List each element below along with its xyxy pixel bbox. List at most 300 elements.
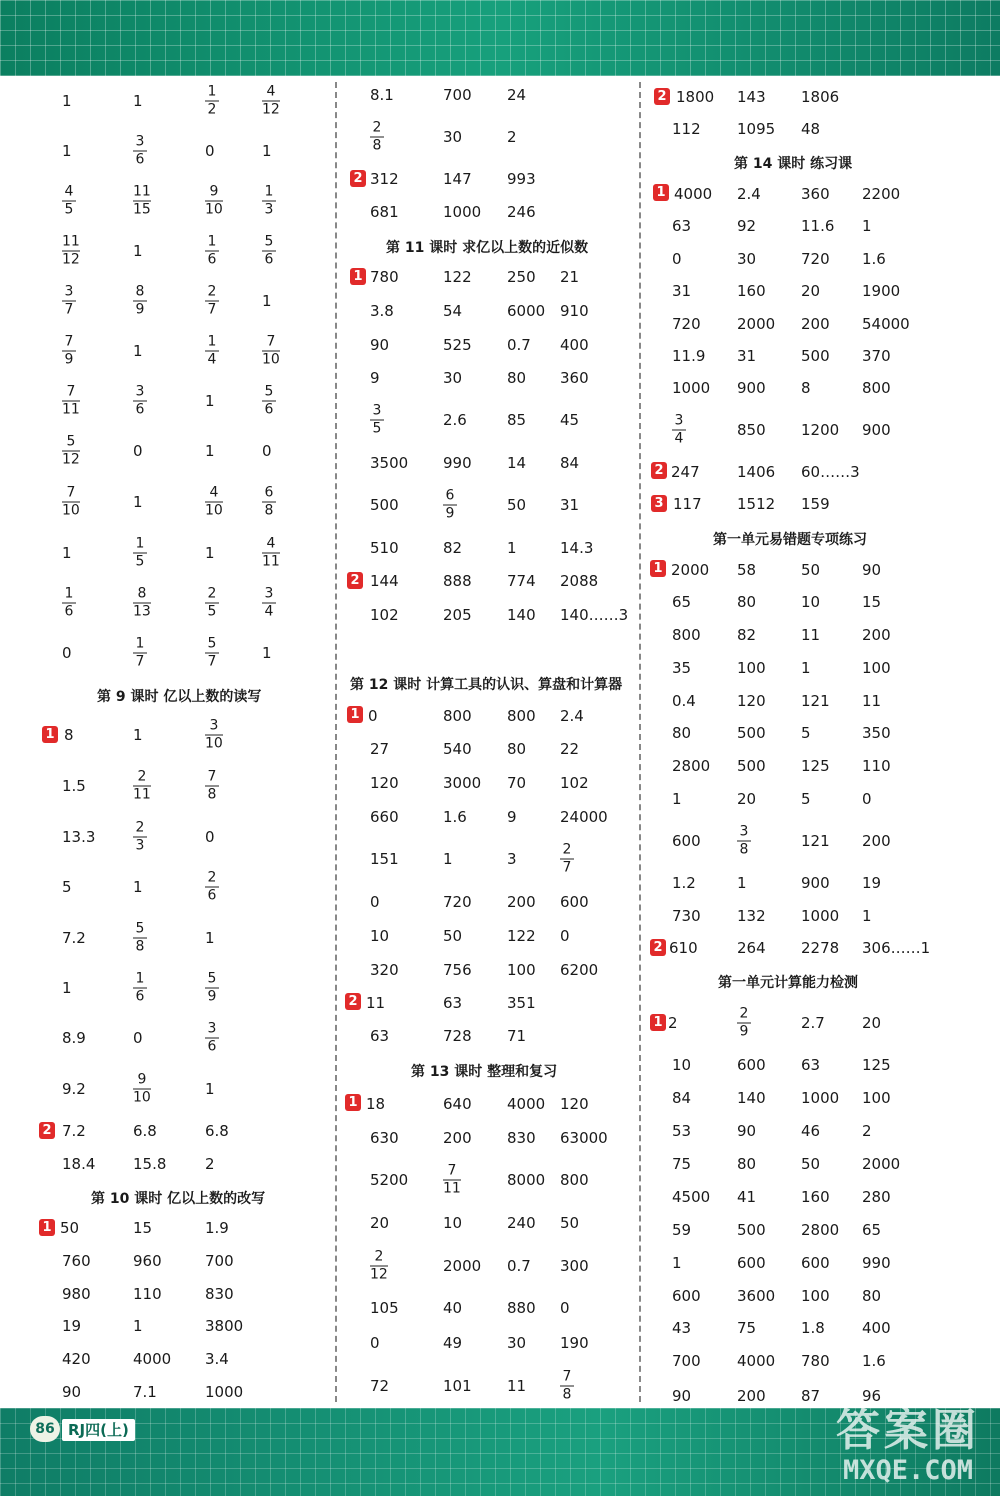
answer-value: 82 (443, 539, 463, 557)
question-badge: 1 (653, 184, 669, 201)
answer-value: 610 (669, 939, 698, 957)
answer-value: 101 (443, 1377, 472, 1395)
answer-value: 140 (507, 606, 536, 624)
answer-value: 8 (64, 726, 74, 744)
numerator: 3 (135, 383, 145, 400)
answer-value: 0 (560, 927, 570, 945)
answer-value: 6.8 (205, 1122, 229, 1140)
denominator: 4 (674, 430, 684, 447)
fraction (737, 1007, 751, 1040)
answer-value: 54000 (862, 315, 910, 333)
fraction (133, 821, 147, 854)
answer-value: 11 (507, 1377, 527, 1395)
answer-value: 1.2 (672, 874, 696, 892)
numerator: 2 (137, 768, 147, 785)
answer-value: 90 (672, 1387, 692, 1405)
question-badge: 1 (347, 706, 363, 723)
answer-value: 0 (862, 790, 872, 808)
answer-value: 102 (560, 774, 589, 792)
answer-value: 120 (370, 774, 399, 792)
answer-value: 350 (862, 724, 891, 742)
answer-value: 660 (370, 808, 399, 826)
fraction (205, 587, 219, 620)
answer-value: 3.8 (370, 302, 394, 320)
numerator: 1 (64, 585, 74, 602)
answer-value: 125 (801, 757, 830, 775)
answer-value: 540 (443, 740, 472, 758)
answer-value: 87 (801, 1387, 821, 1405)
answer-value: 730 (672, 907, 701, 925)
answer-value: 1.5 (62, 777, 86, 795)
denominator: 6 (135, 151, 145, 168)
fraction (205, 637, 219, 670)
answer-value: 2.4 (560, 707, 584, 725)
fraction (133, 1073, 151, 1106)
answer-value: 15.8 (133, 1155, 167, 1173)
answer-value: 2800 (672, 757, 711, 775)
numerator: 3 (674, 412, 684, 429)
denominator: 9 (739, 1023, 749, 1040)
answer-value: 1 (133, 493, 143, 511)
question-badge: 1 (42, 726, 58, 743)
denominator: 6 (135, 401, 145, 418)
numerator: 7 (66, 484, 76, 501)
answer-value: 11.9 (672, 347, 706, 365)
answer-value: 800 (507, 707, 536, 725)
fraction (62, 235, 80, 268)
answer-value: 0.7 (507, 1257, 531, 1275)
answer-value: 11 (862, 692, 882, 710)
numerator: 5 (207, 970, 217, 987)
answer-value: 160 (801, 1188, 830, 1206)
answer-value: 49 (443, 1334, 463, 1352)
answer-value: 640 (443, 1095, 472, 1113)
answer-value: 7.1 (133, 1383, 157, 1401)
denominator: 11 (443, 1180, 461, 1197)
answer-value: 2000 (671, 561, 710, 579)
numerator: 3 (739, 823, 749, 840)
fraction (262, 335, 280, 368)
answer-value: 360 (560, 369, 589, 387)
denominator: 5 (372, 420, 382, 437)
answer-value: 84 (672, 1089, 692, 1107)
denominator: 11 (133, 786, 151, 803)
denominator: 4 (264, 603, 274, 620)
answer-value: 2088 (560, 572, 599, 590)
denominator: 6 (64, 603, 74, 620)
denominator: 9 (207, 988, 217, 1005)
denominator: 7 (562, 859, 572, 876)
answer-value: 31 (737, 347, 757, 365)
denominator: 5 (135, 553, 145, 570)
answer-value: 1 (862, 217, 872, 235)
numerator: 3 (64, 283, 74, 300)
numerator: 4 (266, 83, 276, 100)
answer-value: 600 (737, 1254, 766, 1272)
section-heading: 第一单元易错题专项练习 (713, 532, 867, 548)
answer-value: 11 (366, 994, 386, 1012)
denominator: 12 (370, 1266, 388, 1283)
section-heading: 第 12 课时 计算工具的认识、算盘和计算器 (350, 677, 623, 693)
answer-value: 160 (737, 282, 766, 300)
fraction (205, 335, 219, 368)
answer-value: 40 (443, 1299, 463, 1317)
answer-value: 2200 (862, 185, 901, 203)
numerator: 7 (266, 333, 276, 350)
answer-value: 1 (672, 1254, 682, 1272)
answer-value: 30 (737, 250, 757, 268)
fraction (262, 235, 276, 268)
answer-value: 5 (801, 724, 811, 742)
numerator: 11 (62, 233, 80, 250)
numerator: 11 (133, 183, 151, 200)
fraction (205, 972, 219, 1005)
answer-value: 4000 (674, 185, 713, 203)
fraction (133, 537, 147, 570)
numerator: 7 (64, 333, 74, 350)
fraction (262, 185, 276, 218)
numerator: 1 (207, 333, 217, 350)
answer-value: 1.6 (443, 808, 467, 826)
answer-value: 264 (737, 939, 766, 957)
answer-value: 728 (443, 1027, 472, 1045)
answer-value: 700 (205, 1252, 234, 1270)
numerator: 2 (562, 841, 572, 858)
question-badge: 2 (39, 1122, 55, 1139)
answer-value: 0 (560, 1299, 570, 1317)
answer-value: 72 (370, 1377, 390, 1395)
answer-value: 800 (443, 707, 472, 725)
question-badge: 2 (650, 939, 666, 956)
answer-value: 80 (737, 593, 757, 611)
answer-value: 50 (60, 1219, 80, 1237)
answer-value: 5 (801, 790, 811, 808)
question-badge: 2 (350, 170, 366, 187)
answer-value: 11 (801, 626, 821, 644)
answer-value: 100 (862, 659, 891, 677)
answer-value: 250 (507, 268, 536, 286)
answer-value: 121 (801, 692, 830, 710)
answer-value: 780 (801, 1352, 830, 1370)
answer-value: 21 (560, 268, 580, 286)
answer-value: 96 (862, 1387, 882, 1405)
answer-value: 120 (737, 692, 766, 710)
numerator: 8 (135, 283, 145, 300)
answer-value: 46 (801, 1122, 821, 1140)
answer-value: 80 (507, 369, 527, 387)
fraction (672, 414, 686, 447)
answer-value: 1 (443, 850, 453, 868)
answer-value: 9.2 (62, 1080, 86, 1098)
answer-value: 27 (370, 740, 390, 758)
answer-value: 0 (262, 442, 272, 460)
answer-value: 400 (560, 336, 589, 354)
denominator: 10 (133, 1089, 151, 1106)
answer-value: 0 (672, 250, 682, 268)
numerator: 1 (135, 635, 145, 652)
answer-value: 3.4 (205, 1350, 229, 1368)
answer-value: 159 (801, 495, 830, 513)
numerator: 7 (447, 1162, 457, 1179)
answer-value: 800 (672, 626, 701, 644)
numerator: 9 (137, 1071, 147, 1088)
denominator: 8 (207, 786, 217, 803)
answer-value: 144 (370, 572, 399, 590)
numerator: 2 (739, 1005, 749, 1022)
answer-value: 80 (737, 1155, 757, 1173)
answer-value: 500 (737, 757, 766, 775)
answer-value: 600 (560, 893, 589, 911)
answer-value: 1 (205, 929, 215, 947)
answer-value: 4000 (133, 1350, 172, 1368)
watermark-logo (836, 1406, 980, 1486)
numerator: 2 (207, 585, 217, 602)
answer-value: 700 (443, 86, 472, 104)
answer-value: 200 (443, 1129, 472, 1147)
section-heading: 第 10 课时 亿以上数的改写 (91, 1191, 266, 1207)
answer-value: 20 (801, 282, 821, 300)
answer-value: 1 (672, 790, 682, 808)
fraction (133, 285, 147, 318)
question-badge: 2 (345, 993, 361, 1010)
denominator: 7 (207, 301, 217, 318)
answer-value: 960 (133, 1252, 162, 1270)
answer-value: 0 (133, 442, 143, 460)
answer-value: 3000 (443, 774, 482, 792)
numerator: 1 (135, 535, 145, 552)
denominator: 10 (262, 351, 280, 368)
answer-value: 92 (737, 217, 757, 235)
numerator: 3 (207, 1020, 217, 1037)
fraction (205, 871, 219, 904)
answer-value: 1 (507, 539, 517, 557)
answer-value: 0 (62, 644, 72, 662)
fraction (262, 537, 280, 570)
fraction (133, 385, 147, 418)
answer-value: 205 (443, 606, 472, 624)
answer-value: 351 (507, 994, 536, 1012)
answer-value: 1 (205, 544, 215, 562)
answer-value: 247 (671, 463, 700, 481)
answer-value: 1 (862, 907, 872, 925)
answer-value: 1806 (801, 88, 840, 106)
denominator: 6 (207, 1038, 217, 1055)
answer-value: 63 (443, 994, 463, 1012)
question-badge: 1 (650, 560, 666, 577)
answer-value: 121 (801, 832, 830, 850)
answer-value: 19 (62, 1317, 82, 1335)
numerator: 1 (207, 233, 217, 250)
numerator: 7 (66, 383, 76, 400)
fraction (62, 435, 80, 468)
answer-value: 720 (801, 250, 830, 268)
fraction (62, 486, 80, 519)
answer-value: 312 (370, 170, 399, 188)
answer-value: 1 (133, 726, 143, 744)
answer-value: 1095 (737, 120, 776, 138)
answer-value: 1200 (801, 421, 840, 439)
answer-value: 58 (737, 561, 757, 579)
answer-value: 990 (443, 454, 472, 472)
answer-value: 90 (370, 336, 390, 354)
answer-value: 90 (62, 1383, 82, 1401)
answer-value: 760 (62, 1252, 91, 1270)
denominator: 10 (205, 735, 223, 752)
answer-value: 143 (737, 88, 766, 106)
answer-value: 400 (862, 1319, 891, 1337)
answer-value: 63 (672, 217, 692, 235)
numerator: 2 (372, 119, 382, 136)
answer-value: 1900 (862, 282, 901, 300)
answer-value: 200 (801, 315, 830, 333)
answer-value: 24 (507, 86, 527, 104)
section-heading: 第 9 课时 亿以上数的读写 (97, 689, 262, 705)
answer-value: 2000 (443, 1257, 482, 1275)
numerator: 1 (207, 83, 217, 100)
numerator: 5 (135, 920, 145, 937)
denominator: 12 (62, 251, 80, 268)
answer-value: 30 (507, 1334, 527, 1352)
answer-value: 102 (370, 606, 399, 624)
answer-value: 18.4 (62, 1155, 96, 1173)
answer-value: 3 (507, 850, 517, 868)
answer-value: 59 (672, 1221, 692, 1239)
fraction (205, 285, 219, 318)
answer-value: 1000 (801, 907, 840, 925)
answer-value: 900 (801, 874, 830, 892)
question-badge: 2 (347, 572, 363, 589)
answer-value: 50 (801, 1155, 821, 1173)
question-badge: 2 (654, 88, 670, 105)
denominator: 3 (135, 837, 145, 854)
fraction (560, 843, 574, 876)
denominator: 10 (205, 502, 223, 519)
answer-value: 190 (560, 1334, 589, 1352)
numerator: 6 (264, 484, 274, 501)
question-badge: 1 (650, 1014, 666, 1031)
answer-value: 50 (443, 927, 463, 945)
answer-value: 500 (370, 496, 399, 514)
answer-value: 1512 (737, 495, 776, 513)
answer-value: 14 (507, 454, 527, 472)
denominator: 2 (207, 101, 217, 118)
fraction (62, 185, 76, 218)
answer-value: 980 (62, 1285, 91, 1303)
answer-value: 7.2 (62, 929, 86, 947)
answer-value: 100 (801, 1287, 830, 1305)
numerator: 8 (137, 585, 147, 602)
fraction (133, 770, 151, 803)
answer-value: 8 (801, 379, 811, 397)
denominator: 8 (372, 137, 382, 154)
answer-value: 1 (205, 442, 215, 460)
answer-value: 50 (560, 1214, 580, 1232)
numerator: 1 (264, 183, 274, 200)
answer-value: 0.7 (507, 336, 531, 354)
fraction (262, 385, 276, 418)
answer-value: 147 (443, 170, 472, 188)
answer-value: 774 (507, 572, 536, 590)
fraction (133, 637, 147, 670)
answer-value: 600 (672, 832, 701, 850)
answer-value: 0 (205, 828, 215, 846)
answer-value: 75 (672, 1155, 692, 1173)
numerator: 4 (64, 183, 74, 200)
section-heading: 第一单元计算能力检测 (718, 975, 858, 991)
answer-value: 85 (507, 411, 527, 429)
answer-value: 9 (507, 808, 517, 826)
answer-value: 140 (737, 1089, 766, 1107)
answer-value: 18 (366, 1095, 386, 1113)
answer-value: 880 (507, 1299, 536, 1317)
fraction (205, 486, 223, 519)
fraction (62, 385, 80, 418)
answer-value: 0 (133, 1029, 143, 1047)
answer-value: 80 (672, 724, 692, 742)
denominator: 5 (207, 603, 217, 620)
fraction (205, 770, 219, 803)
answer-value: 31 (672, 282, 692, 300)
question-badge: 1 (345, 1094, 361, 1111)
numerator: 2 (374, 1248, 384, 1265)
answer-value: 1 (262, 292, 272, 310)
answer-value: 370 (862, 347, 891, 365)
answer-value: 1800 (676, 88, 715, 106)
answer-value: 1 (133, 1317, 143, 1335)
answer-value: 11.6 (801, 217, 835, 235)
answer-value: 1 (62, 544, 72, 562)
denominator: 13 (133, 603, 151, 620)
answer-value: 830 (507, 1129, 536, 1147)
numerator: 7 (207, 768, 217, 785)
answer-value: 132 (737, 907, 766, 925)
numerator: 7 (562, 1368, 572, 1385)
numerator: 5 (264, 383, 274, 400)
fraction (205, 719, 223, 752)
answer-value: 720 (672, 315, 701, 333)
answer-value: 525 (443, 336, 472, 354)
answer-value: 4000 (737, 1352, 776, 1370)
numerator: 3 (264, 585, 274, 602)
answer-value: 900 (737, 379, 766, 397)
denominator: 9 (64, 351, 74, 368)
watermark-title: 答案圈 (836, 1405, 980, 1456)
answer-value: 50 (801, 561, 821, 579)
answer-value: 31 (560, 496, 580, 514)
answer-value: 300 (560, 1257, 589, 1275)
numerator: 5 (264, 233, 274, 250)
question-badge: 3 (651, 495, 667, 512)
answer-value: 500 (737, 724, 766, 742)
answer-value: 360 (801, 185, 830, 203)
answer-value: 90 (862, 561, 882, 579)
answer-value: 1.6 (862, 1352, 886, 1370)
denominator: 7 (64, 301, 74, 318)
answer-value: 1406 (737, 463, 776, 481)
answer-value: 2 (507, 128, 517, 146)
answer-value: 1000 (205, 1383, 244, 1401)
answer-value: 45 (560, 411, 580, 429)
answer-value: 0 (370, 1334, 380, 1352)
fraction (62, 285, 76, 318)
question-badge: 1 (39, 1219, 55, 1236)
answer-value: 510 (370, 539, 399, 557)
answer-value: 1 (133, 878, 143, 896)
fraction (370, 1250, 388, 1283)
answer-value: 10 (801, 593, 821, 611)
answer-value: 630 (370, 1129, 399, 1147)
answer-value: 900 (862, 421, 891, 439)
